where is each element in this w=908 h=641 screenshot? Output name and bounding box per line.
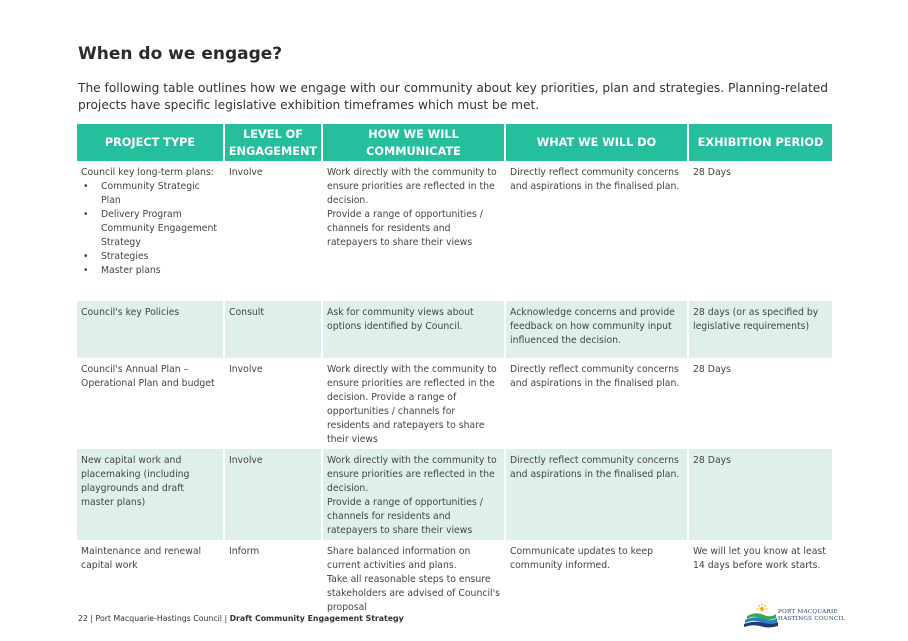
page-title: When do we engage? (78, 44, 283, 64)
header-level-of-engagement: LEVEL OF ENGAGEMENT (224, 124, 322, 161)
communicate-text: Ask for community views about options identified by Council. (327, 307, 474, 332)
project-type-cell (77, 161, 224, 301)
communicate-cell (322, 161, 505, 301)
project-type-cell: Council's key Policies (77, 301, 224, 358)
exhibition-period-cell: 28 Days (693, 167, 731, 178)
table-row (77, 540, 832, 617)
exhibition-period-cell: 28 Days (688, 449, 832, 540)
communicate-text: Work directly with the community to ensure priorities are reflected in the decision. (327, 167, 497, 206)
communicate-text: Work directly with the community to ensure priorities are reflected in the decision. Provide a range of opportunities / channels for residents and ratepayers to share their views (327, 364, 497, 445)
list-item: • Strategies (81, 250, 219, 264)
what-we-will-do-cell: Communicate updates to keep community informed. (505, 540, 688, 617)
header-project-type: PROJECT TYPE (77, 124, 224, 161)
engagement-level-cell: Involve (224, 449, 322, 540)
table-row (77, 161, 832, 301)
project-type-cell: New capital work and placemaking (including playgrounds and draft master plans) (77, 449, 224, 540)
communicate-cell (322, 301, 505, 358)
intro-paragraph: The following table outlines how we engage with our community about key priorities, plan and strategies. Planning-related projects have specific legislative exhibition timeframes which must be met. (78, 81, 829, 112)
what-we-will-do-cell: Directly reflect community concerns and aspirations in the finalised plan. (505, 161, 688, 301)
what-we-will-do-cell: Directly reflect community concerns and aspirations in the finalised plan. (505, 449, 688, 540)
footer-separator: | (224, 614, 230, 623)
exhibition-period-cell: 28 days (or as specified by legislative requirements) (688, 301, 832, 358)
logo-line-2: HASTINGS COUNCIL (778, 616, 846, 622)
project-type-cell: Council's Annual Plan – Operational Plan and budget (77, 358, 224, 449)
table-header-row (77, 124, 832, 161)
footer-separator: | (90, 614, 96, 623)
exhibition-period-cell: We will let you know at least 14 days before work starts. (693, 546, 826, 571)
header-how-we-will-communicate: HOW WE WILL COMMUNICATE (322, 124, 505, 161)
communicate-cell (322, 449, 505, 540)
exhibition-period-cell: 28 Days (693, 364, 731, 375)
header-exhibition-period: EXHIBITION PERIOD (688, 124, 832, 161)
what-we-will-do-cell: Directly reflect community concerns and aspirations in the finalised plan. (505, 358, 688, 449)
what-we-will-do-cell: Acknowledge concerns and provide feedback on how community input influenced the decision. (505, 301, 688, 358)
footer-org: Port Macquarie-Hastings Council (95, 614, 222, 623)
logo-text (778, 609, 845, 623)
page-footer (78, 614, 404, 623)
list-item: • Delivery Program Community Engagement Strategy (81, 208, 219, 250)
engagement-table (77, 124, 832, 617)
table-row (77, 358, 832, 449)
footer-document-title: Draft Community Engagement Strategy (229, 614, 404, 623)
engagement-level-cell: Involve (224, 358, 322, 449)
project-type-list (81, 180, 219, 278)
header-what-we-will-do: WHAT WE WILL DO (505, 124, 688, 161)
table-row (77, 449, 832, 540)
communicate-text: Provide a range of opportunities / channels for residents and ratepayers to share their views (327, 497, 483, 536)
communicate-text: Take all reasonable steps to ensure stakeholders are advised of Council's proposal (327, 574, 501, 613)
logo-line-1: PORT MACQUARIE (778, 609, 838, 615)
list-item: • Community Strategic Plan (81, 180, 219, 208)
list-item: • Master plans (81, 264, 219, 278)
engagement-level-cell: Involve (224, 161, 322, 301)
engagement-level-cell: Inform (224, 540, 322, 617)
communicate-cell (322, 540, 505, 617)
engagement-level-cell: Consult (224, 301, 322, 358)
communicate-text: Provide a range of opportunities / channels for residents and ratepayers to share their views (327, 209, 483, 248)
communicate-text: Share balanced information on current activities and plans. (327, 546, 471, 571)
communicate-cell (322, 358, 505, 449)
project-type-cell: Maintenance and renewal capital work (77, 540, 224, 617)
project-type-text: Council key long-term plans: (81, 167, 214, 178)
page-number: 22 (78, 614, 88, 623)
communicate-text: Work directly with the community to ensure priorities are reflected in the decision. (327, 455, 497, 494)
table-row (77, 301, 832, 358)
